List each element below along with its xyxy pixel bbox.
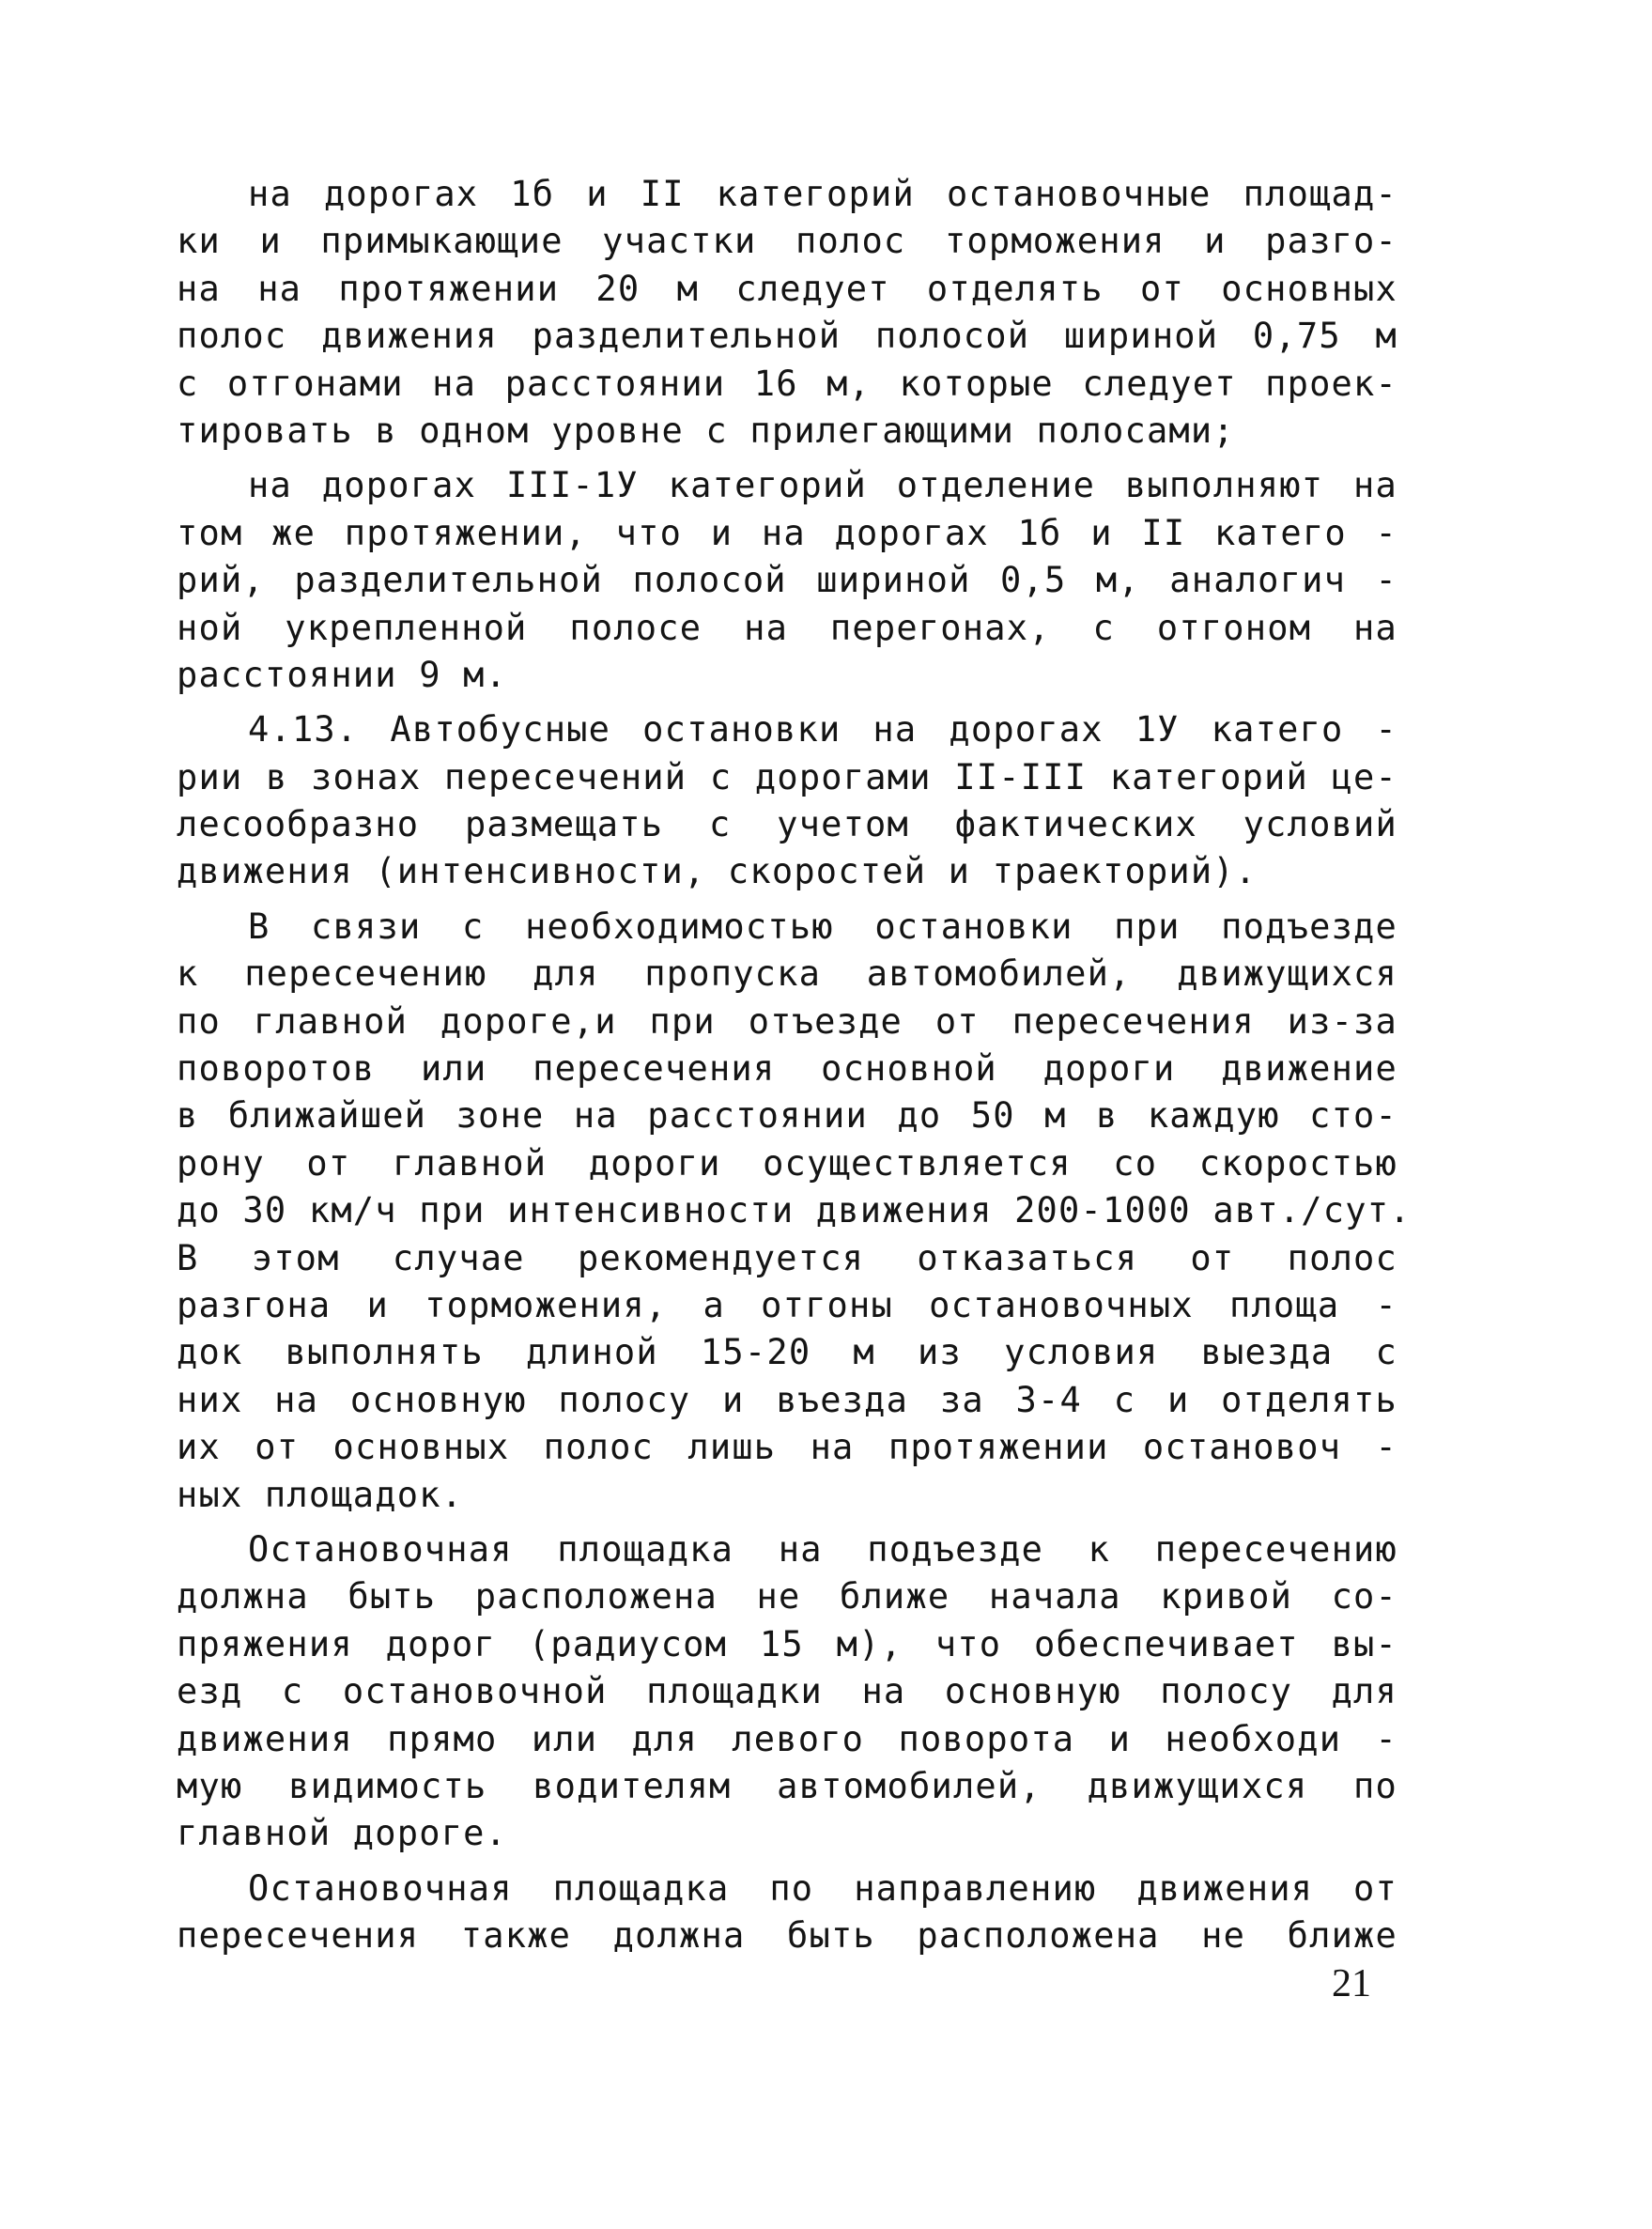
text-line: до 30 км/ч при интенсивности движения 200-1000 авт./сут. <box>177 1190 1412 1231</box>
text-line: в ближайшей зоне на расстоянии до 50 м в каждую сто- <box>177 1095 1397 1137</box>
text-line: В этом случае рекомендуется отказаться от полос <box>177 1237 1397 1278</box>
text-line: езд с остановочной площадки на основную полосу для <box>177 1671 1397 1712</box>
text-line: ки и примыкающие участки полос торможения и разго- <box>177 221 1397 262</box>
text-line: их от основных полос лишь на протяжении остановоч - <box>177 1427 1397 1468</box>
text-line: должна быть расположена не ближе начала кривой со- <box>177 1576 1397 1618</box>
text-line: В связи с необходимостью остановки при подъезде <box>248 906 1397 947</box>
text-line: них на основную полосу и въезда за 3-4 с и отделять <box>177 1379 1397 1420</box>
text-line: Остановочная площадка на подъезде к пересечению <box>248 1528 1397 1570</box>
text-line: док выполнять длиной 15-20 м из условия выезда с <box>177 1332 1397 1373</box>
text-line: рий, разделительной полосой шириной 0,5 м, аналогич - <box>177 560 1397 601</box>
text-line: рии в зонах пересечений с дорогами II-III категорий це- <box>177 756 1397 797</box>
paragraph-6 <box>177 1865 1397 1960</box>
text-line: мую видимость водителям автомобилей, движущихся по <box>177 1765 1397 1806</box>
text-line: движения (интенсивности, скоростей и траекторий). <box>177 851 1258 892</box>
text-line: на дорогах III-1У категорий отделение выполняют на <box>248 465 1397 506</box>
text-line: ных площадок. <box>177 1474 464 1515</box>
paragraph-1 <box>177 171 1397 455</box>
text-line: рону от главной дороги осуществляется со скоростью <box>177 1142 1397 1184</box>
paragraph-4-13 <box>177 706 1397 896</box>
text-line: тировать в одном уровне с прилегающими полосами; <box>177 410 1235 451</box>
text-line: с отгонами на расстоянии 16 м, которые следует проек- <box>177 363 1397 404</box>
text-line: лесообразно размещать с учетом фактических условий <box>177 804 1397 845</box>
text-line: на дорогах 1б и II категорий остановочные площад- <box>248 174 1397 214</box>
text-line: Остановочная площадка по направлению движения от <box>248 1867 1397 1909</box>
text-line: по главной дороге,и при отъезде от пересечения из-за <box>177 1000 1397 1042</box>
text-line: главной дороге. <box>177 1813 508 1854</box>
text-line: пряжения дорог (радиусом 15 м), что обеспечивает вы- <box>177 1623 1397 1664</box>
text-line: полос движения разделительной полосой шириной 0,75 м <box>177 316 1397 357</box>
text-line: к пересечению для пропуска автомобилей, движущихся <box>177 953 1397 995</box>
text-line: движения прямо или для левого поворота и необходи - <box>177 1718 1397 1759</box>
paragraph-4 <box>177 904 1412 1519</box>
text-line: пересечения также должна быть расположена не ближе <box>177 1915 1397 1957</box>
text-line: том же протяжении, что и на дорогах 1б и II катего - <box>177 512 1397 553</box>
text-line: расстоянии 9 м. <box>177 654 508 695</box>
text-line: разгона и торможения, а отгоны остановочных площа - <box>177 1284 1397 1325</box>
text-line: 4.13. Автобусные остановки на дорогах 1У катего - <box>248 709 1397 751</box>
text-line: на на протяжении 20 м следует отделять от основных <box>177 268 1397 309</box>
paragraph-2 <box>177 462 1397 699</box>
text-line: ной укрепленной полосе на перегонах, с отгоном на <box>177 607 1397 648</box>
body-text <box>177 171 1412 1967</box>
text-line: поворотов или пересечения основной дороги движение <box>177 1048 1397 1090</box>
page-number: 21 <box>1332 1962 1371 2005</box>
paragraph-5 <box>177 1526 1397 1858</box>
